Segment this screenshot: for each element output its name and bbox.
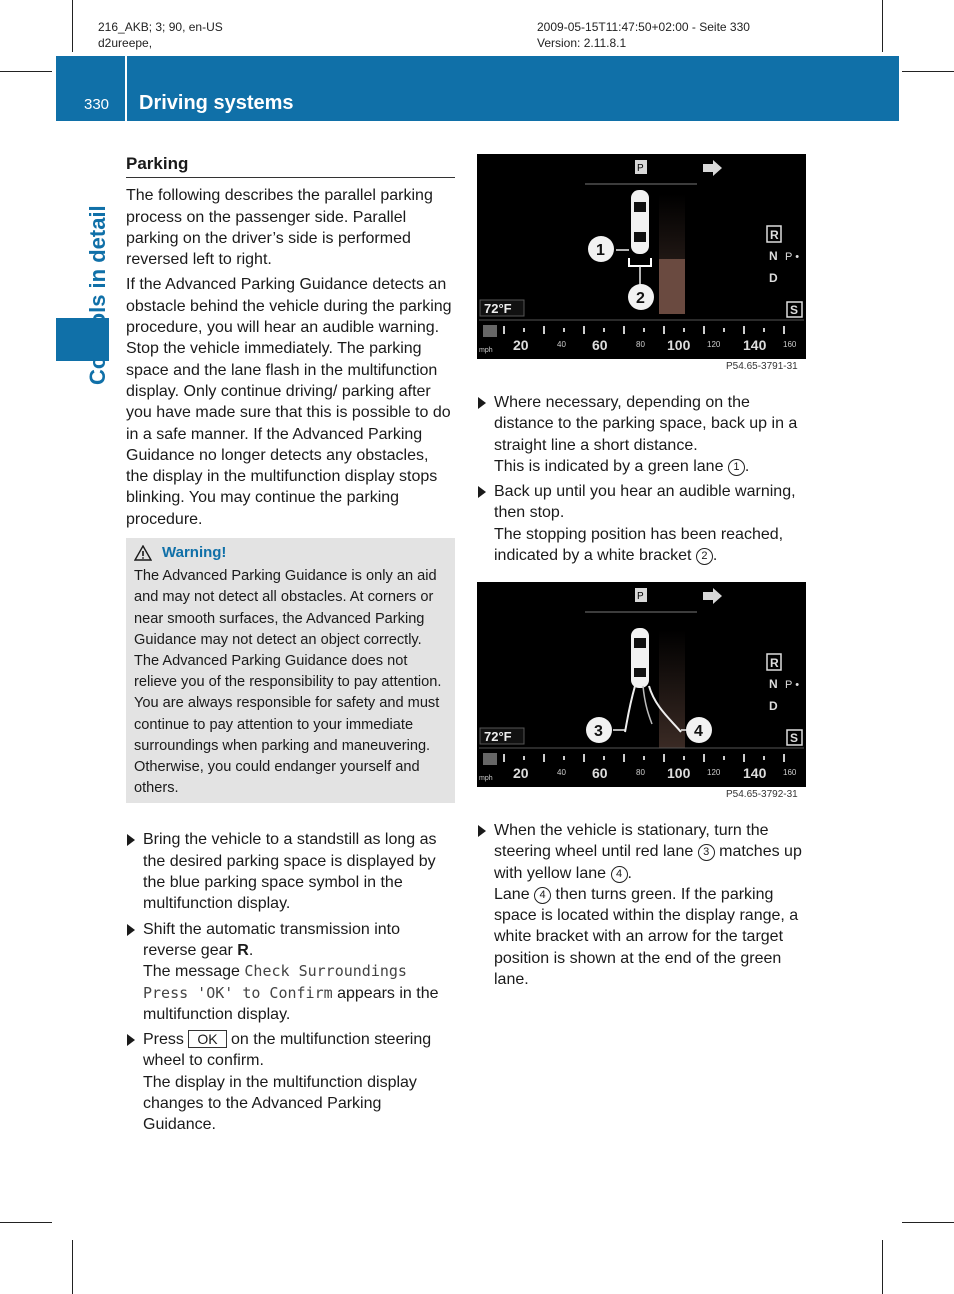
callout-3: 3 bbox=[594, 723, 603, 740]
instruction-step bbox=[477, 820, 808, 990]
figure-caption: P54.65-3791-31 bbox=[726, 361, 798, 372]
svg-text:mph: mph bbox=[479, 347, 493, 354]
crop-mark bbox=[902, 71, 954, 72]
step-text: . bbox=[744, 457, 750, 475]
svg-text:N: N bbox=[769, 677, 778, 691]
svg-text:D: D bbox=[769, 699, 778, 713]
ok-key: OK bbox=[188, 1030, 226, 1048]
step-arrow-icon bbox=[478, 397, 486, 409]
paragraph: If the Advanced Parking Guidance detects an obstacle behind the vehicle during the parking procedure, you will hear an audible warning. Stop the vehicle immediately. The parking space and the lane flash in the multifunction display. Only continue driving/ parking after you have made sure that this is possible to do in a safe manner. If the Advanced Parking Guidance no longer detects any obstacles, the display in the multifunction display stops blinking. You may continue the parking procedure. bbox=[126, 276, 452, 528]
instruction-step bbox=[126, 919, 455, 1025]
svg-text:20: 20 bbox=[513, 337, 529, 353]
svg-text:P •: P • bbox=[785, 251, 800, 263]
callout-ref: 4 bbox=[534, 887, 551, 904]
meta-line: Version: 2.11.8.1 bbox=[537, 36, 627, 50]
svg-text:mph: mph bbox=[479, 775, 493, 782]
step-text: Back up until you hear an audible warning, then stop. bbox=[494, 483, 796, 522]
svg-text:60: 60 bbox=[592, 337, 608, 353]
crop-mark bbox=[882, 0, 883, 52]
step-text: . bbox=[627, 864, 632, 882]
warning-text: The Advanced Parking Guidance is only an aid and may not detect all obstacles. At corners or near smooth surfaces, the Advanced Parking Guidance may not detect an object correctly. The Advanced Parking Guidance does not relieve you of the responsibility to pay attention. You are always responsible for safety and must continue to pay attention to your immediate surroundings when parking and maneuvering. Otherwise, you could endanger yourself and others. bbox=[134, 568, 442, 797]
display-message: Check Surroundings bbox=[244, 962, 407, 981]
step-arrow-icon bbox=[127, 924, 135, 936]
callout-ref: 3 bbox=[698, 844, 715, 861]
step-result: This is indicated by a green lane bbox=[494, 457, 728, 475]
callout-ref: 1 bbox=[728, 459, 745, 476]
svg-text:20: 20 bbox=[513, 765, 529, 781]
step-text: Shift the automatic transmission into reverse gear bbox=[143, 920, 401, 959]
step-text: . bbox=[248, 941, 254, 959]
svg-text:40: 40 bbox=[557, 768, 566, 777]
display-message: Press 'OK' to Confirm bbox=[143, 983, 333, 1002]
warning-header bbox=[134, 542, 447, 563]
svg-text:R: R bbox=[770, 656, 779, 670]
gear-label: R bbox=[237, 941, 249, 959]
svg-text:P •: P • bbox=[785, 679, 800, 691]
callout-4: 4 bbox=[694, 723, 703, 740]
svg-text:140: 140 bbox=[743, 765, 767, 781]
meta-line: 216_AKB; 3; 90, en-US bbox=[98, 20, 223, 34]
step-text: . bbox=[712, 547, 718, 565]
warning-title: Warning! bbox=[162, 544, 227, 562]
svg-text:60: 60 bbox=[592, 765, 608, 781]
svg-text:160: 160 bbox=[783, 340, 797, 349]
step-result: The display in the multifunction display changes to the Advanced Parking Guidance. bbox=[143, 1073, 417, 1134]
step-text: When the vehicle is stationary, turn the steering wheel until red lane bbox=[494, 822, 769, 861]
paragraph: The following describes the parallel parking process on the passenger side. Parallel parking on the driver’s side is performed reversed left to right. bbox=[126, 187, 433, 269]
section-heading: Parking bbox=[126, 153, 455, 178]
svg-text:D: D bbox=[769, 271, 778, 285]
header-divider bbox=[125, 56, 127, 121]
figure-parking-display-2 bbox=[477, 582, 806, 787]
multifunction-display-graphic bbox=[477, 582, 806, 787]
step-text: on the multifunction steering wheel to confirm. bbox=[143, 1031, 432, 1070]
svg-text:N: N bbox=[769, 249, 778, 263]
svg-text:R: R bbox=[770, 228, 779, 242]
step-arrow-icon bbox=[127, 834, 135, 846]
svg-text:72°F: 72°F bbox=[484, 729, 512, 744]
step-result: then turns green. If the parking space is located within the display range, a white bracket with an arrow for the target position is shown at the end of the green lane. bbox=[494, 885, 799, 989]
callout-1: 1 bbox=[596, 242, 605, 259]
meta-line: d2ureepe, bbox=[98, 36, 153, 50]
svg-text:72°F: 72°F bbox=[484, 301, 512, 316]
svg-text:80: 80 bbox=[636, 340, 645, 349]
svg-text:P: P bbox=[637, 163, 644, 174]
meta-line: 2009-05-15T11:47:50+02:00 - Seite 330 bbox=[537, 20, 750, 34]
callout-ref: 4 bbox=[611, 866, 628, 883]
step-text: Bring the vehicle to a standstill as long as the desired parking space is displayed by the blue parking space symbol in the multifunction display. bbox=[143, 831, 437, 913]
svg-text:80: 80 bbox=[636, 768, 645, 777]
svg-text:S: S bbox=[790, 731, 799, 745]
step-text: The message bbox=[143, 963, 245, 981]
step-text: Where necessary, depending on the distance to the parking space, back up in a straight line a short distance. bbox=[494, 394, 798, 454]
print-meta-left bbox=[98, 19, 223, 51]
multifunction-display-graphic bbox=[477, 154, 806, 359]
section-title: Driving systems bbox=[139, 92, 294, 114]
left-column bbox=[126, 153, 455, 1140]
svg-text:S: S bbox=[790, 303, 799, 317]
svg-text:120: 120 bbox=[707, 340, 721, 349]
figure-parking-display-1 bbox=[477, 154, 806, 359]
svg-text:120: 120 bbox=[707, 768, 721, 777]
figure-caption: P54.65-3792-31 bbox=[726, 789, 798, 800]
callout-2: 2 bbox=[636, 290, 645, 307]
crop-mark bbox=[0, 1222, 52, 1223]
crop-mark bbox=[0, 71, 52, 72]
step-text: matches up with yellow lane bbox=[494, 843, 802, 882]
step-arrow-icon bbox=[478, 486, 486, 498]
crop-mark bbox=[902, 1222, 954, 1223]
step-arrow-icon bbox=[127, 1034, 135, 1046]
step-result: The stopping position has been reached, indicated by a white bracket bbox=[494, 525, 784, 565]
instruction-step bbox=[477, 392, 808, 477]
crop-mark bbox=[882, 1240, 883, 1294]
step-text: Press bbox=[143, 1031, 189, 1049]
right-column-lower bbox=[477, 820, 808, 994]
svg-text:100: 100 bbox=[667, 337, 691, 353]
callout-ref: 2 bbox=[696, 548, 713, 565]
page-number: 330 bbox=[84, 96, 110, 113]
svg-text:140: 140 bbox=[743, 337, 767, 353]
crop-mark bbox=[72, 0, 73, 52]
svg-text:100: 100 bbox=[667, 765, 691, 781]
side-tab-label: Controls in detail bbox=[85, 205, 110, 385]
svg-text:P: P bbox=[637, 591, 644, 602]
instruction-step bbox=[477, 481, 808, 566]
instruction-step bbox=[126, 1029, 455, 1135]
crop-mark bbox=[72, 1240, 73, 1294]
instruction-step bbox=[126, 829, 455, 914]
warning-box bbox=[126, 538, 455, 803]
step-text: appears in the multifunction display. bbox=[143, 984, 439, 1023]
step-arrow-icon bbox=[478, 825, 486, 837]
svg-text:40: 40 bbox=[557, 340, 566, 349]
step-result: Lane bbox=[494, 885, 535, 903]
print-meta-right bbox=[537, 19, 750, 51]
warning-triangle-icon bbox=[134, 545, 152, 561]
right-column-upper bbox=[477, 392, 808, 570]
svg-text:160: 160 bbox=[783, 768, 797, 777]
